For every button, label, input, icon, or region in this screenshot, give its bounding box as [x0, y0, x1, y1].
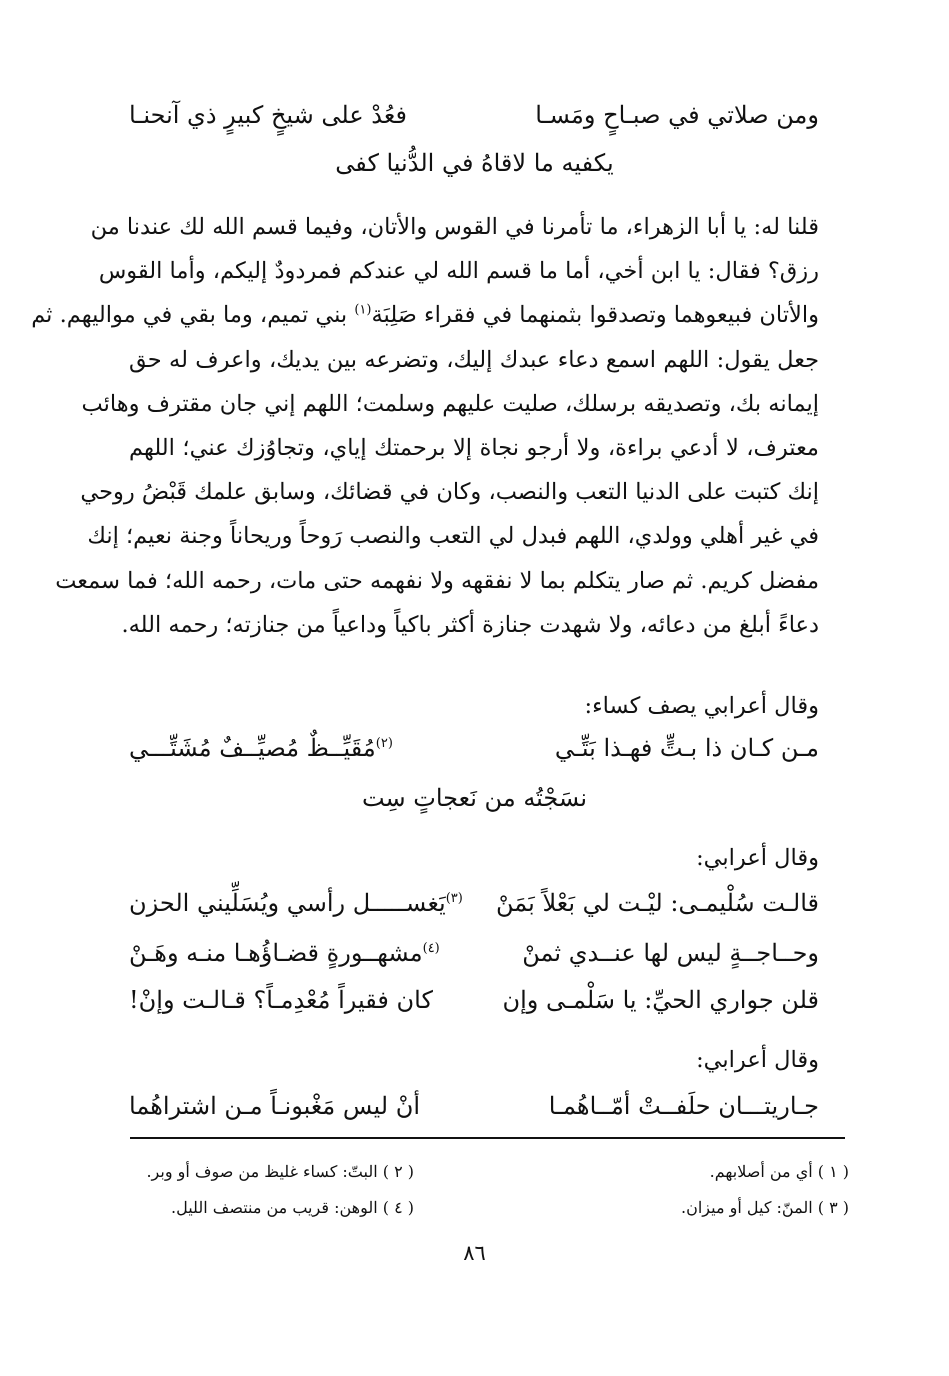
verse-hemistich-text: مُقَيِّــظٌ مُصيِّــفٌ مُشَتِّـــي: [129, 734, 376, 762]
salma-verse: [129, 933, 819, 973]
verse-hemistich-left: فعُدْ على شيخٍ كبيرٍ ذي آنحنـا: [129, 101, 407, 129]
verse-hemistich-left: [129, 728, 393, 768]
section-intro-jariya: وقال أعرابي:: [696, 1047, 819, 1073]
footnote-divider: [130, 1137, 845, 1139]
prose-line: قلنا له: يا أبا الزهراء، ما تأمرنا في القوس والأتان، وفيما قسم الله لك عندنا من: [90, 214, 819, 240]
jariya-verse: [129, 1086, 819, 1126]
opening-verse-2: يكفيه ما لاقاهُ في الدُّنيا كفى: [335, 149, 614, 177]
verse-hemistich-right: وحــاجــةٍ ليس لها عنــدي ثمنْ: [522, 939, 819, 967]
verse-hemistich-left: أنْ ليس مَغْبونـاً مـن اشتراهُما: [129, 1092, 420, 1120]
verse-hemistich-right: ومن صلاتي في صبـاحٍ ومَسـا: [535, 101, 819, 129]
prose-line: إنك كتبت على الدنيا التعب والنصب، وكان في قضائك، وسابق علمك قَبْضُ روحي: [80, 479, 819, 506]
salma-verse: [129, 980, 819, 1020]
kisa-verse-1: [129, 728, 819, 768]
footnotes-row: [114, 1196, 849, 1220]
prose-line: إيمانه بك، وتصديقه برسلك، صليت عليهم وسلمت؛ اللهم إني جان مقترف وهائب: [81, 390, 819, 417]
verse-hemistich-right: مـن كـان ذا بـتٍّ فهـذا بَتِّـي: [554, 734, 819, 762]
verse-hemistich-text: يَغســـــل رأسي ويُسَلِّيني الحزن: [129, 889, 446, 917]
prose-line: جعل يقول: اللهم اسمع دعاء عبدك إليك، وتضرعه بين يديك، واعرف له حق: [129, 346, 819, 373]
verse-hemistich-right: قالـت سُلْيمـى: ليْـت لي بَعْلاً بَمَنْ: [495, 889, 819, 917]
footnotes-row: [114, 1160, 849, 1184]
footnote: ( ٤ ) الوهن: قريب من منتصف الليل.: [171, 1198, 414, 1217]
prose-line: [31, 293, 819, 337]
kisa-verse-2: نسَجْتُه من نَعجاتٍ سِت: [361, 784, 588, 812]
prose-line: دعاءً أبلغ من دعائه، ولا شهدت جنازة أكثر باكياً وداعياً من جنازته؛ رحمه الله.: [121, 611, 819, 638]
prose-line-text: والأتان فبيعوهما وتصدقوا بثمنهما في فقراء صَلِبَة: [371, 302, 819, 329]
footnote-marker: (٣): [445, 891, 463, 906]
footnote-marker: (٢): [375, 736, 393, 751]
prose-line: رزق؟ فقال: يا ابن أخي، أما ما قسم الله لي عندكم فمردودٌ إليكم، وأما القوس: [98, 258, 819, 285]
verse-hemistich-left: [129, 933, 440, 973]
prose-line: مفضل كريم. ثم صار يتكلم بما لا نفقهه ولا نفهمه حتى مات، رحمه الله؛ فما سمعت: [55, 567, 819, 594]
verse-hemistich-right: جـاريتـــان حلَفــتْ أمّــاهُمـا: [548, 1092, 819, 1120]
verse-hemistich-right: قلن جواري الحيِّ: يا سَلْمـى وإن: [502, 986, 819, 1014]
prose-line: معترف، لا أدعي براءة، ولا أرجو نجاة إلا برحمتك إياي، وتجاوُزك عني؛ اللهم: [129, 435, 819, 462]
prose-line-text: بني تميم، وما بقي في مواليهم. ثم: [31, 302, 355, 329]
verse-hemistich-left: [129, 883, 463, 923]
page-number: ٨٦: [463, 1241, 486, 1265]
section-intro-salma: وقال أعرابي:: [696, 845, 819, 871]
footnote-marker: (١): [354, 302, 372, 318]
verse-hemistich-left: كان فقيراً مُعْدِمـاً؟ قـالـت وإنْ!: [129, 986, 433, 1014]
section-intro-kisa: وقال أعرابي يصف كساء:: [584, 693, 819, 719]
opening-verse-1: [129, 95, 819, 135]
prose-line: في غير أهلي وولدي، اللهم فبدل لي التعب والنصب رَوحاً وريحاناً وجنة نعيم؛ إنك: [87, 523, 819, 550]
footnote: ( ٢ ) البتّ: كساء غليظ من صوف أو وبر.: [146, 1162, 414, 1181]
salma-verse: [129, 883, 819, 923]
footnote: ( ١ ) أي من أصلابهم.: [709, 1162, 849, 1181]
verse-hemistich-text: مشهــورةٍ قضـاؤُهـا منـه وهَـنْ: [129, 939, 423, 967]
footnote-marker: (٤): [422, 941, 440, 956]
footnote: ( ٣ ) المنّ: كيل أو ميزان.: [681, 1198, 849, 1217]
prose-paragraph: [31, 205, 819, 647]
